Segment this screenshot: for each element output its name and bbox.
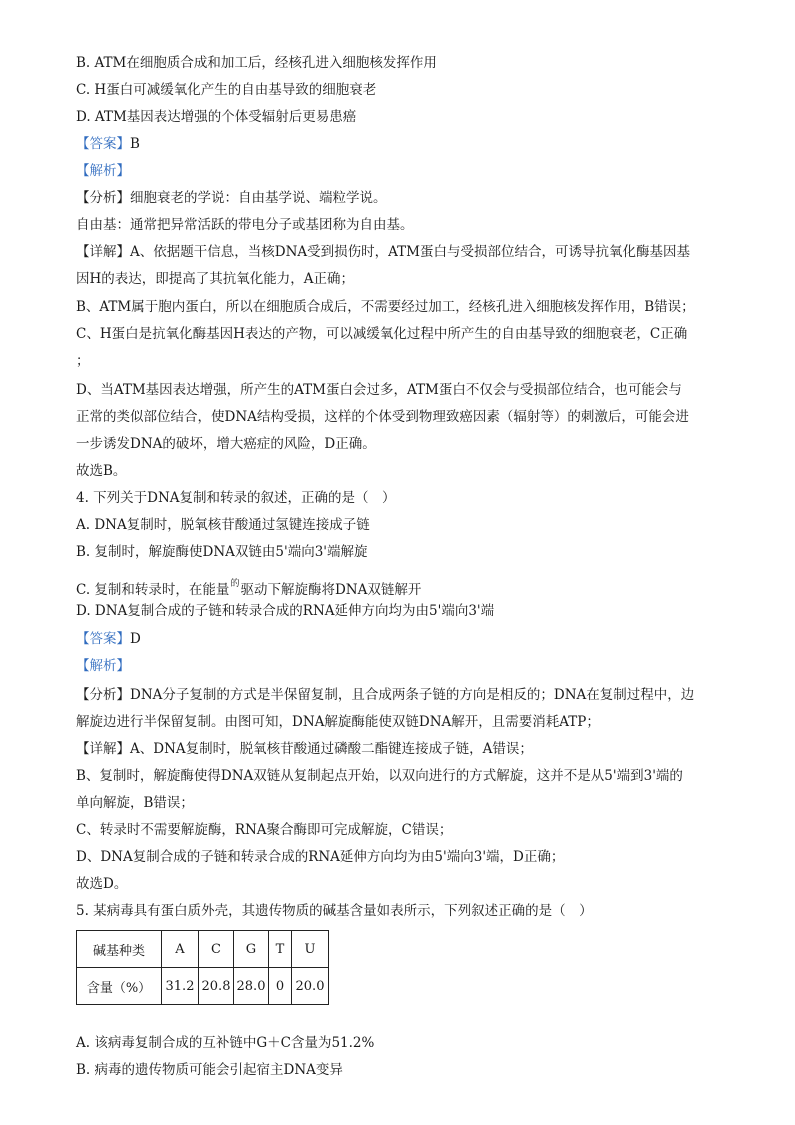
q4-detail-d: D、DNA复制合成的子链和转录合成的RNA延伸方向均为由5'端向3'端，D正确； — [76, 849, 565, 865]
table-cell: 0 — [269, 968, 292, 1005]
q4-detail-c: C、转录时不需要解旋酶，RNA聚合酶即可完成解旋，C错误； — [76, 822, 453, 838]
answer-value: B — [130, 136, 140, 152]
q4-option-c-part2: 驱动下解旋酶将DNA双链解开 — [240, 582, 422, 598]
fenxi-tag: 【分析】 — [76, 687, 130, 703]
table-cell: 含量（%） — [77, 968, 162, 1005]
q4-analysis-heading: 【解析】 — [76, 658, 130, 674]
fenxi-tag: 【分析】 — [76, 190, 130, 206]
q4-option-c-part1: C. 复制和转录时，在能量 — [76, 582, 230, 598]
q4-answer — [76, 630, 726, 648]
table-cell: G — [234, 931, 269, 968]
detail-text: A、依据题干信息，当核DNA受到损伤时，ATM蛋白与受损部位结合，可诱导抗氧化酶基因基 — [130, 244, 690, 260]
table-cell: 20.0 — [292, 968, 329, 1005]
q5-option-b: B. 病毒的遗传物质可能会引起宿主DNA变异 — [76, 1062, 343, 1078]
table-cell: 31.2 — [162, 968, 199, 1005]
q4-conclusion: 故选D。 — [76, 876, 128, 892]
detail-tag: 【详解】 — [76, 741, 130, 757]
table-cell: 20.8 — [199, 968, 234, 1005]
q3-detail-a-2: 因H的表达，即提高了其抗氧化能力，A正确； — [76, 271, 355, 287]
table-cell: 28.0 — [234, 968, 269, 1005]
table-cell: U — [292, 931, 329, 968]
q4-option-d: D. DNA复制合成的子链和转录合成的RNA延伸方向均为由5'端向3'端 — [76, 603, 495, 619]
q4-fenxi-1 — [76, 686, 726, 704]
q3-detail-b: B、ATM属于胞内蛋白，所以在细胞质合成后，不需要经过加工，经核孔进入细胞核发挥作用，B错误； — [76, 299, 695, 315]
fenxi-text: DNA分子复制的方式是半保留复制，且合成两条子链的方向是相反的；DNA在复制过程中，边 — [130, 687, 695, 703]
q4-detail-a — [76, 740, 726, 758]
answer-tag: 【答案】 — [76, 631, 130, 647]
q4-detail-b-2: 单向解旋，B错误； — [76, 795, 194, 811]
answer-value: D — [130, 631, 141, 647]
q3-detail-d-2: 正常的类似部位结合，使DNA结构受损，这样的个体受到物理致癌因素（辐射等）的刺激后，可能会进 — [76, 409, 689, 425]
q3-conclusion: 故选B。 — [76, 463, 127, 479]
q5-option-a: A. 该病毒复制合成的互补链中G＋C含量为51.2% — [76, 1035, 375, 1051]
q4-option-a: A. DNA复制时，脱氧核苷酸通过氢键连接成子链 — [76, 517, 370, 533]
table-cell: 碱基种类 — [77, 931, 162, 968]
q4-option-c — [76, 575, 726, 599]
q4-stem: 4. 下列关于DNA复制和转录的叙述，正确的是（ ） — [76, 490, 396, 506]
q3-answer — [76, 135, 726, 153]
q3-free-radical: 自由基：通常把异常活跃的带电分子或基团称为自由基。 — [76, 217, 414, 233]
table-cell: C — [199, 931, 234, 968]
detail-tag: 【详解】 — [76, 244, 130, 260]
base-content-table — [76, 930, 329, 1005]
table-cell: T — [269, 931, 292, 968]
table-cell: A — [162, 931, 199, 968]
q3-option-c: C. H蛋白可减缓氧化产生的自由基导致的细胞衰老 — [76, 82, 377, 98]
fenxi-text: 细胞衰老的学说：自由基学说、端粒学说。 — [130, 190, 387, 206]
q4-option-b: B. 复制时，解旋酶使DNA双链由5'端向3'端解旋 — [76, 544, 368, 560]
answer-tag: 【答案】 — [76, 136, 130, 152]
q5-stem: 5. 某病毒具有蛋白质外壳，其遗传物质的碱基含量如表所示，下列叙述正确的是（ ） — [76, 903, 593, 919]
q3-fenxi — [76, 189, 726, 207]
q3-option-b: B. ATM在细胞质合成和加工后，经核孔进入细胞核发挥作用 — [76, 55, 437, 71]
q3-detail-d-3: 一步诱发DNA的破坏，增大癌症的风险，D正确。 — [76, 436, 376, 452]
detail-text: A、DNA复制时，脱氧核苷酸通过磷酸二酯键连接成子链，A错误； — [130, 741, 533, 757]
q3-option-d: D. ATM基因表达增强的个体受辐射后更易患癌 — [76, 109, 357, 125]
q3-detail-d-1: D、当ATM基因表达增强，所产生的ATM蛋白会过多，ATM蛋白不仅会与受损部位结合，也可能会与 — [76, 382, 682, 398]
q3-detail-c-1: C、H蛋白是抗氧化酶基因H表达的产物，可以减缓氧化过程中所产生的自由基导致的细胞衰老，C正确 — [76, 326, 688, 342]
q4-option-c-raised: 的 — [230, 579, 240, 589]
q3-analysis-heading: 【解析】 — [76, 163, 130, 179]
table-row — [77, 968, 329, 1005]
q4-fenxi-2: 解旋边进行半保留复制。由图可知，DNA解旋酶能使双链DNA解开，且需要消耗ATP； — [76, 714, 600, 730]
q4-detail-b-1: B、复制时，解旋酶使得DNA双链从复制起点开始，以双向进行的方式解旋，这并不是从5'端到3'端的 — [76, 768, 683, 784]
table-header-row — [77, 931, 329, 968]
q3-detail-c-2: ； — [76, 353, 90, 369]
q3-detail-a-1 — [76, 243, 726, 261]
